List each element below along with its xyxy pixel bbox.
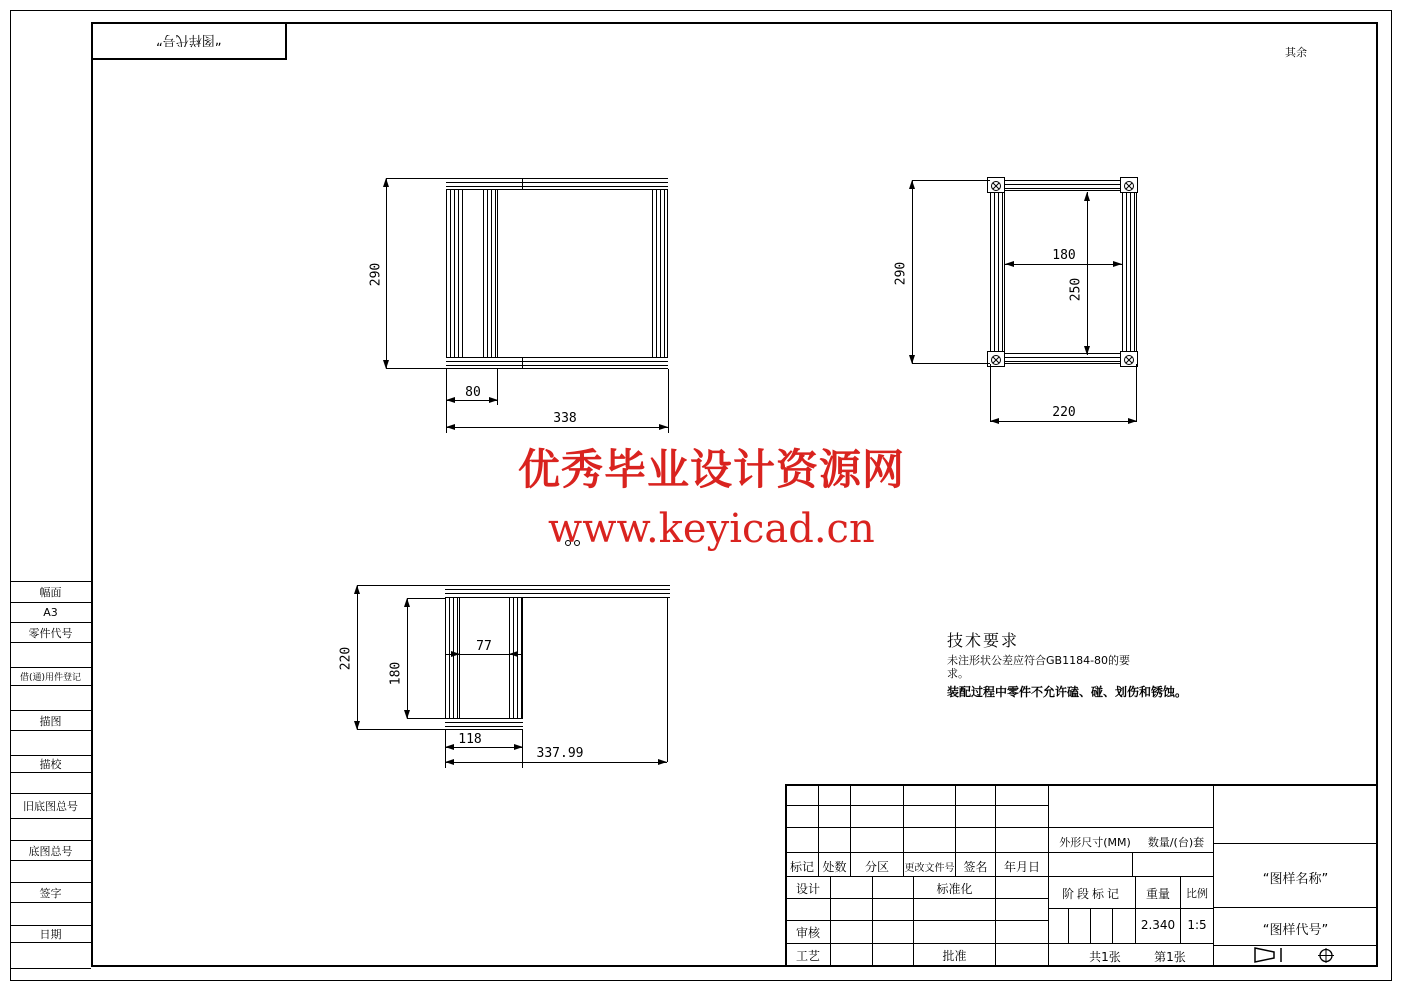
- label-process: 工艺: [795, 949, 820, 963]
- dim-inner-width: 77: [476, 639, 492, 654]
- grid-line: [1213, 843, 1378, 844]
- label-overall-dims: 外形尺寸(MM): [1059, 836, 1131, 849]
- dim-118: 118: [458, 732, 482, 747]
- header-date: 年月日: [1003, 860, 1040, 874]
- drawing-code: “图样代号”: [1262, 923, 1329, 938]
- grid-line: [785, 876, 1213, 877]
- projection-circle-icon: [1318, 948, 1334, 967]
- header-count: 处数: [822, 860, 847, 874]
- section-divider: [1213, 784, 1214, 966]
- sidebar-row-part-code: 零件代号: [10, 623, 91, 643]
- label-scale: 比例: [1186, 887, 1208, 900]
- tech-line2: 求。: [947, 667, 969, 680]
- grid-line: [830, 876, 831, 966]
- total-sheets: 共1张: [1089, 950, 1121, 964]
- grid-line: [1213, 907, 1378, 908]
- header-signature: 签名: [963, 860, 988, 874]
- section-divider: [1048, 784, 1049, 966]
- tech-line1: 未注形状公差应符合GB1184-80的要: [947, 654, 1131, 667]
- sidebar-row-borrowed-parts: 借(通)用件登记: [10, 668, 91, 686]
- label-review: 审核: [795, 926, 820, 940]
- header-change-doc: 更改文件号: [904, 863, 955, 874]
- drawing-name: “图样名称”: [1262, 872, 1329, 887]
- stage-cell-line: [1112, 908, 1113, 943]
- grid-line: [785, 898, 1048, 899]
- dim-total-width: 337.99: [536, 746, 584, 761]
- grid-line: [872, 876, 873, 966]
- sidebar-row-date: 日期: [10, 926, 91, 943]
- sidebar-row-tracing-check: 描校: [10, 756, 91, 773]
- surface-note: 其余: [1285, 46, 1307, 59]
- dim-inner-width: 180: [1052, 248, 1076, 263]
- sidebar-row-format-value: A3: [10, 603, 91, 623]
- header-zone: 分区: [864, 860, 889, 874]
- label-stage-mark: 阶段标记: [1061, 887, 1122, 901]
- label-approve: 批准: [942, 949, 967, 963]
- header-mark: 标记: [789, 860, 814, 874]
- sidebar-row-tracing: 描图: [10, 711, 91, 731]
- scale-value: 1:5: [1187, 918, 1207, 932]
- label-weight: 重量: [1145, 887, 1170, 901]
- grid-line: [785, 827, 1213, 828]
- sidebar-row-base-no: 底图总号: [10, 841, 91, 861]
- dim-inner-height: 250: [1068, 277, 1084, 302]
- sheet-number: 第1张: [1154, 950, 1186, 964]
- sidebar-row-format: 幅面: [10, 582, 91, 603]
- grid-line: [1132, 852, 1133, 876]
- grid-line: [785, 943, 1213, 944]
- watermark-url: www.keyicad.cn: [548, 506, 875, 552]
- weight-value: 2.340: [1140, 918, 1176, 932]
- title-block-top-edge: [785, 784, 1378, 786]
- stage-cell-line: [1068, 908, 1069, 943]
- dim-80: 80: [465, 385, 481, 400]
- sidebar-row-signature: 签字: [10, 883, 91, 903]
- label-design: 设计: [795, 882, 820, 896]
- dim-height: 290: [368, 262, 384, 287]
- grid-line: [785, 920, 1048, 921]
- grid-line: [785, 805, 1048, 806]
- dim-inner-height: 180: [388, 661, 404, 686]
- sidebar-row-old-base-no: 旧底图总号: [10, 794, 91, 819]
- grid-line: [785, 852, 1213, 853]
- label-quantity: 数量/(台)套: [1147, 836, 1205, 849]
- dim-height: 220: [338, 646, 354, 671]
- tech-title: 技术要求: [947, 631, 1020, 650]
- watermark-text: 优秀毕业设计资源网: [518, 445, 906, 494]
- grid-line: [1213, 945, 1378, 946]
- dim-width: 220: [1052, 405, 1076, 420]
- first-angle-projection-icon: [1253, 947, 1287, 967]
- stage-cell-line: [1090, 908, 1091, 943]
- grid-line: [1048, 908, 1213, 909]
- corner-code-text: “图样代号”: [156, 31, 222, 47]
- dim-height: 290: [893, 261, 909, 286]
- tech-line3: 装配过程中零件不允许磕、碰、划伤和锈蚀。: [947, 685, 1188, 699]
- dim-width: 338: [553, 411, 577, 426]
- grid-line: [995, 784, 996, 966]
- label-standardization: 标准化: [936, 882, 973, 896]
